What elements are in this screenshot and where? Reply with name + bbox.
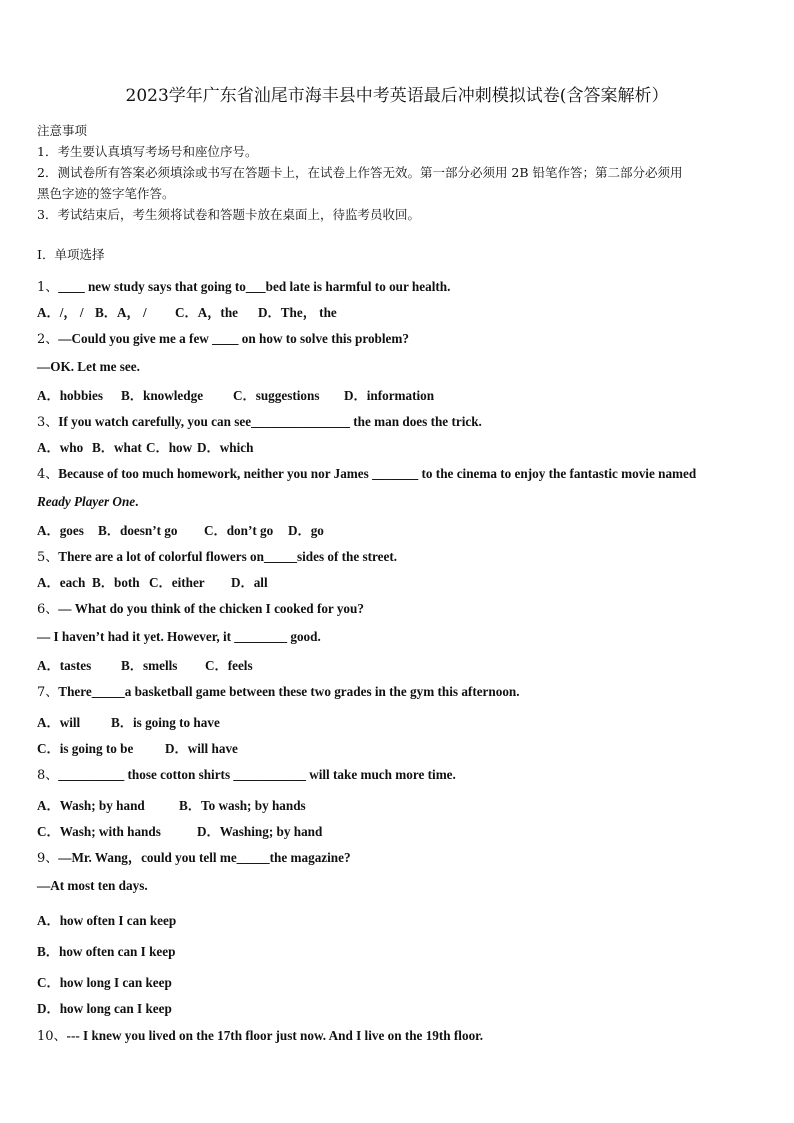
- option-a[interactable]: A．will: [37, 715, 81, 730]
- question-7: [37, 681, 520, 700]
- option-c[interactable]: C．is going to be: [37, 741, 134, 756]
- option-a[interactable]: A．each: [37, 575, 86, 590]
- option-a[interactable]: A．/， /: [37, 305, 84, 320]
- notice-item: 1．考生要认真填写考场号和座位序号。: [37, 144, 258, 159]
- options-3: [37, 437, 253, 456]
- question-stem: There are a lot of colorful flowers on_____sides of the street.: [58, 549, 398, 564]
- option-c[interactable]: C．feels: [205, 658, 253, 673]
- option-c[interactable]: C．Wash; with hands: [37, 824, 161, 839]
- question-8: [37, 764, 456, 783]
- option-b[interactable]: B．doesn’t go: [98, 523, 178, 538]
- option-d[interactable]: D．The， the: [258, 305, 337, 320]
- option-a[interactable]: A．goes: [37, 523, 84, 538]
- question-4: [37, 463, 696, 482]
- question-number: 4、: [37, 467, 59, 482]
- option-d[interactable]: D．Washing; by hand: [197, 824, 323, 839]
- option-a[interactable]: A．who: [37, 440, 84, 455]
- question-10: [37, 1025, 483, 1044]
- options-4: [37, 520, 324, 539]
- question-number: 9、: [37, 851, 59, 866]
- notice-item: 3．考试结束后，考生须将试卷和答题卡放在桌面上，待监考员收回。: [37, 207, 420, 222]
- option-d[interactable]: D．how long can I keep: [37, 1001, 172, 1016]
- question-stem: Because of too much homework, neither you nor James _______ to the cinema to enjoy the fantastic movie named: [58, 466, 697, 481]
- notice-item: 黑色字迹的签字笔作答。: [37, 186, 175, 201]
- question-3: [37, 411, 482, 430]
- question-reply: — I haven’t had it yet. However, it ________ good.: [37, 629, 321, 644]
- question-number: 7、: [37, 685, 59, 700]
- option-a[interactable]: A．how often I can keep: [37, 913, 177, 928]
- question-number: 8、: [37, 768, 59, 783]
- options-2: [37, 385, 434, 404]
- question-number: 3、: [37, 415, 59, 430]
- option-b[interactable]: B．smells: [121, 658, 178, 673]
- question-reply: —At most ten days.: [37, 878, 148, 893]
- question-number: 10、: [37, 1029, 67, 1044]
- option-a[interactable]: A．Wash; by hand: [37, 798, 145, 813]
- question-stem: If you watch carefully, you can see_______________ the man does the trick.: [58, 414, 482, 429]
- options-8b: [37, 821, 322, 840]
- option-a[interactable]: A．tastes: [37, 658, 92, 673]
- option-d[interactable]: D．which: [197, 440, 254, 455]
- question-stem: __________ those cotton shirts ___________ will take much more time.: [58, 767, 456, 782]
- option-a[interactable]: A．hobbies: [37, 388, 103, 403]
- question-6: [37, 598, 364, 617]
- question-1: [37, 276, 450, 295]
- notice-item: 2．测试卷所有答案必须填涂或书写在答题卡上，在试卷上作答无效。第一部分必须用 2B 铅笔作答；第二部分必须用: [37, 165, 683, 180]
- question-stem: — What do you think of the chicken I cooked for you?: [58, 601, 364, 616]
- option-b[interactable]: B．A， /: [95, 305, 147, 320]
- question-stem-continued: [37, 494, 138, 510]
- option-c[interactable]: C．how long I can keep: [37, 975, 172, 990]
- question-stem: ____ new study says that going to___bed late is harmful to our health.: [58, 279, 451, 294]
- option-c[interactable]: C．either: [149, 575, 205, 590]
- question-stem: --- I knew you lived on the 17th floor just now. And I live on the 19th floor.: [66, 1028, 484, 1043]
- option-c[interactable]: C．A，the: [175, 305, 239, 320]
- question-number: 6、: [37, 602, 59, 617]
- option-d[interactable]: D．information: [344, 388, 435, 403]
- options-7a: [37, 712, 220, 731]
- question-reply: —OK. Let me see.: [37, 359, 140, 374]
- option-c[interactable]: C．suggestions: [233, 388, 320, 403]
- question-number: 5、: [37, 550, 59, 565]
- section-heading: Ⅰ．单项选择: [37, 247, 105, 262]
- question-stem: —Mr. Wang，could you tell me_____the magazine?: [58, 850, 351, 865]
- option-b[interactable]: B．is going to have: [111, 715, 220, 730]
- option-b[interactable]: B．both: [92, 575, 140, 590]
- options-5: [37, 572, 268, 591]
- option-b[interactable]: B．how often can I keep: [37, 944, 176, 959]
- options-1: [37, 302, 337, 321]
- stem-end: .: [135, 494, 139, 509]
- notice-heading: 注意事项: [37, 123, 88, 138]
- question-number: 2、: [37, 332, 59, 347]
- option-b[interactable]: B．knowledge: [121, 388, 204, 403]
- question-9: [37, 847, 351, 866]
- question-number: 1、: [37, 280, 59, 295]
- options-8a: [37, 795, 306, 814]
- option-d[interactable]: D．all: [231, 575, 268, 590]
- question-2: [37, 328, 409, 347]
- question-stem: There_____a basketball game between these two grades in the gym this afternoon.: [58, 684, 520, 699]
- option-c[interactable]: C．how: [146, 440, 193, 455]
- options-7b: [37, 738, 238, 757]
- option-d[interactable]: D．will have: [165, 741, 238, 756]
- option-c[interactable]: C．don’t go: [204, 523, 274, 538]
- option-d[interactable]: D．go: [288, 523, 324, 538]
- option-b[interactable]: B．what: [92, 440, 142, 455]
- option-b[interactable]: B．To wash; by hands: [179, 798, 306, 813]
- question-stem: —Could you give me a few ____ on how to solve this problem?: [58, 331, 409, 346]
- movie-title: Ready Player One: [37, 494, 136, 509]
- page-title: 2023学年广东省汕尾市海丰县中考英语最后冲刺模拟试卷(含答案解析）: [125, 86, 669, 106]
- question-5: [37, 546, 397, 565]
- options-6: [37, 655, 253, 674]
